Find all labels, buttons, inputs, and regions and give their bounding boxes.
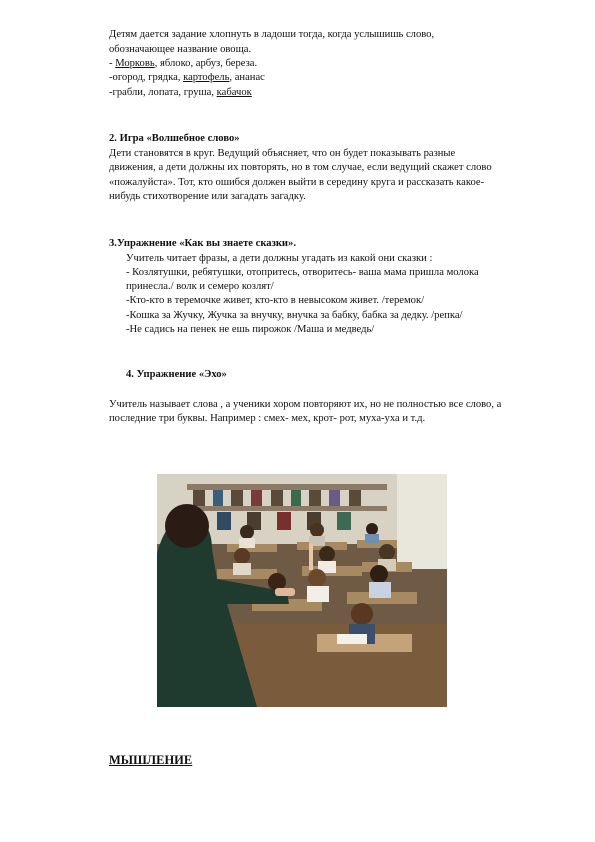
section-heading-thinking: МЫШЛЕНИЕ — [109, 753, 193, 767]
paragraph-line: «пожалуйста». Тот, кто ошибся должен выйти в середину круга и рассказать какое- — [109, 177, 485, 188]
word-list-row-3 — [109, 86, 252, 100]
vegetable-word: кабачок — [216, 87, 252, 98]
paragraph-line: Учитель читает фразы, а дети должны угадать из какой они сказки : — [126, 253, 433, 264]
row-text: -огород, грядка, — [109, 72, 184, 83]
paragraph-line: Учитель называет слова , а ученики хором повторяют их, но не полностью все слово, а — [109, 399, 502, 410]
word-list-row-1 — [109, 57, 257, 71]
paragraph-line: движения, а дети должны их повторять, но в том случае, если ведущий скажет слово — [109, 162, 492, 173]
paragraph-line: -Кошка за Жучку, Жучка за внучку, внучка за бабку, бабка за дедку. /репка/ — [126, 310, 463, 321]
row-text: , яблоко, арбуз, береза. — [154, 58, 258, 69]
vegetable-word: Морковь — [115, 58, 155, 69]
paragraph-line: -Не садись на пенек не ешь пирожок /Маша и медведь/ — [126, 324, 375, 335]
paragraph-line: последние три буквы. Например : смех- мех, крот- рот, муха-уха и т.д. — [109, 413, 426, 424]
paragraph-line: нибудь стихотворение или загадать загадку. — [109, 191, 306, 202]
task-intro-line-1: Детям дается задание хлопнуть в ладоши тогда, когда услышишь слово, — [109, 29, 435, 40]
row-text: -грабли, лопата, груша, — [109, 87, 217, 98]
word-list-row-2 — [109, 71, 265, 85]
paragraph-line: - Козлятушки, ребятушки, отопритесь, отворитесь- ваша мама пришла молока — [126, 267, 479, 278]
section-title-echo: 4. Упражнение «Эхо» — [126, 369, 227, 380]
section-title-magic-word: 2. Игра «Волшебное слово» — [109, 133, 240, 144]
paragraph-line: принесла./ волк и семеро козлят/ — [126, 281, 274, 292]
vegetable-word: картофель — [183, 72, 230, 83]
task-intro-line-2: обозначающее название овоща. — [109, 44, 252, 55]
classroom-photo — [157, 474, 447, 707]
paragraph-line: -Кто-кто в теремочке живет, кто-кто в невысоком живет. /теремок/ — [126, 295, 425, 306]
row-text: - — [109, 58, 116, 69]
section-title-fairy-tales: 3.Упражнение «Как вы знаете сказки». — [109, 238, 296, 249]
row-text: , ананас — [229, 72, 265, 83]
paragraph-line: Дети становятся в круг. Ведущий объясняет, что он будет показывать разные — [109, 148, 456, 159]
